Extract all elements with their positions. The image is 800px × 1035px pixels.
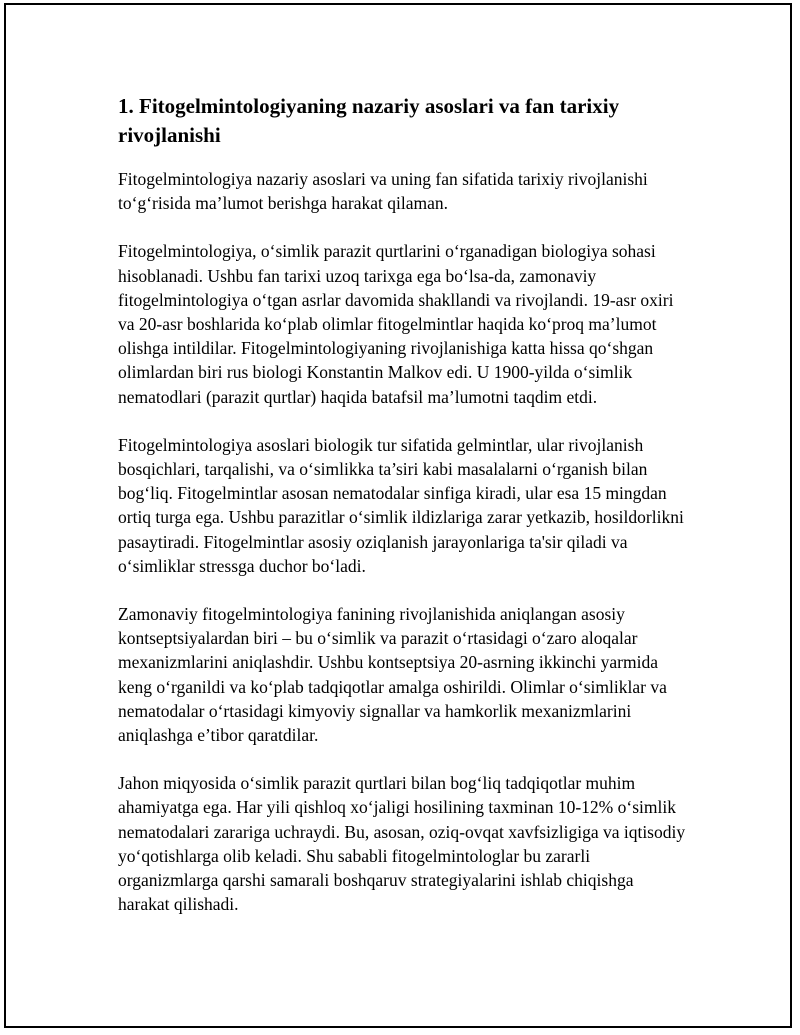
section-heading: 1. Fitogelmintologiyaning nazariy asoslari va fan tarixiy rivojlanishi	[118, 94, 620, 147]
paragraph-intro: Fitogelmintologiya nazariy asoslari va uning fan sifatida tarixiy rivojlanishi to‘g‘risida ma’lumot berishga harakat qilaman.	[118, 169, 648, 214]
paragraph-modern-concepts: Zamonaviy fitogelmintologiya fanining rivojlanishida aniqlangan asosiy kontseptsiyalardan biri – bu o‘simlik va parazit o‘rtasidagi o‘zaro aloqalar mexanizmlarini aniqlashdir. Ushbu kontseptsiya 20-asrning ikkinchi yarmida keng o‘rganildi va ko‘plab tadqiqotlar amalga oshirildi. Olimlar o‘simliklar va nematodalar o‘rtasidagi kimyoviy signallar va hamkorlik mexanizmlarini aniqlashga e’tibor qaratdilar.	[118, 604, 667, 746]
paragraph-history: Fitogelmintologiya, o‘simlik parazit qurtlarini o‘rganadigan biologiya sohasi hisoblanadi. Ushbu fan tarixi uzoq tarixga ega bo‘lsa-da, zamonaviy fitogelmintologiya o‘tgan asrlar davomida shakllandi va rivojlandi. 19-asr oxiri va 20-asr boshlarida ko‘plab olimlar fitogelmintlar haqida ko‘proq ma’lumot olishga intildilar. Fitogelmintologiyaning rivojlanishiga katta hissa qo‘shgan olimlardan biri rus biologi Konstantin Malkov edi. U 1900-yilda o‘simlik nematodlari (parazit qurtlar) haqida batafsil ma’lumotni taqdim etdi.	[118, 241, 674, 407]
paragraph-foundations: Fitogelmintologiya asoslari biologik tur sifatida gelmintlar, ular rivojlanish bosqichlari, tarqalishi, va o‘simlikka ta’siri kabi masalalarni o‘rganish bilan bog‘liq. Fitogelmintlar asosan nematodalar sinfiga kiradi, ular esa 15 mingdan ortiq turga ega. Ushbu parazitlar o‘simlik ildizlariga zarar yetkazib, hosildorlikni pasaytiradi. Fitogelmintlar asosiy oziqlanish jarayonlariga ta'sir qiladi va o‘simliklar stressga duchor bo‘ladi.	[118, 434, 684, 576]
document-body	[118, 92, 688, 940]
paragraph-global-importance: Jahon miqyosida o‘simlik parazit qurtlari bilan bog‘liq tadqiqotlar muhim ahamiyatga ega. Har yili qishloq xo‘jaligi hosilining taxminan 10-12% o‘simlik nematodalari zarariga uchraydi. Bu, asosan, oziq-ovqat xavfsizligiga va iqtisodiy yo‘qotishlarga olib keladi. Shu sababli fitogelmintologlar bu zararli organizmlarga qarshi samarali boshqaruv strategiyalarini ishlab chiqishga harakat qilishadi.	[118, 773, 686, 915]
